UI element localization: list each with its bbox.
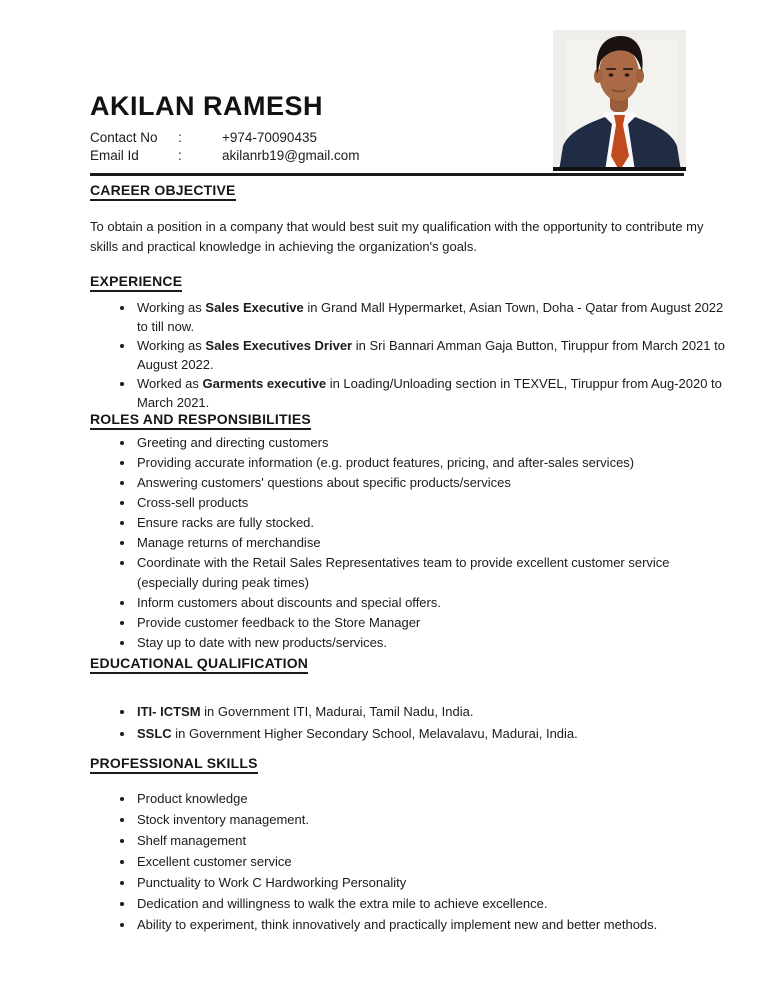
section-heading: CAREER OBJECTIVE [90,183,728,201]
section-heading: EDUCATIONAL QUALIFICATION [90,656,728,674]
header-divider [90,173,684,176]
experience-list [90,298,728,412]
list-item: • Coordinate with the Retail Sales Representatives team to provide excellent customer service (especially during peak times) [135,553,728,593]
list-item: • Stay up to date with new products/services. [135,633,728,653]
list-item: • SSLC in Government Higher Secondary School, Melavalavu, Madurai, India. [135,723,728,745]
list-item: • Excellent customer service [135,851,728,872]
list-item: • ITI- ICTSM in Government ITI, Madurai, Tamil Nadu, India. [135,701,728,723]
contact-label: Email Id [90,147,139,163]
list-item: • Dedication and willingness to walk the extra mile to achieve excellence. [135,893,728,914]
list-item: • Providing accurate information (e.g. product features, pricing, and after-sales services) [135,453,728,473]
list-item: • Inform customers about discounts and special offers. [135,593,728,613]
candidate-name: AKILAN RAMESH [90,91,323,121]
list-item: • Shelf management [135,830,728,851]
email-address: akilanrb19@gmail.com [222,147,360,163]
list-item: • Stock inventory management. [135,809,728,830]
section-education [90,656,728,744]
contact-label: Contact No [90,130,158,145]
roles-list [90,433,728,653]
section-roles-responsibilities [90,412,728,653]
skills-list [90,788,728,935]
contact-colon: : [178,130,182,145]
contact-colon: : [178,147,182,163]
list-item: • Punctuality to Work C Hardworking Personality [135,872,728,893]
section-heading: EXPERIENCE [90,274,728,292]
profile-photo [553,30,686,171]
section-professional-skills [90,756,728,935]
list-item: • Greeting and directing customers [135,433,728,453]
section-career-objective [90,183,728,256]
section-heading: ROLES AND RESPONSIBILITIES [90,412,728,430]
phone-number: +974-70090435 [222,130,317,145]
section-heading: PROFESSIONAL SKILLS [90,756,728,774]
list-item: • Answering customers' questions about specific products/services [135,473,728,493]
objective-text: To obtain a position in a company that would best suit my qualification with the opportunity to contribute my skills and practical knowledge in achieving the organization's goals. [90,219,704,254]
list-item: • Product knowledge [135,788,728,809]
list-item: • Ability to experiment, think innovatively and practically implement new and better methods. [135,914,728,935]
list-item: • Working as Sales Executives Driver in Sri Bannari Amman Gaja Button, Tiruppur from March 2021 to August 2022. [135,336,728,374]
list-item: • Provide customer feedback to the Store Manager [135,613,728,633]
list-item: • Cross-sell products [135,493,728,513]
list-item: • Ensure racks are fully stocked. [135,513,728,533]
list-item: • Worked as Garments executive in Loading/Unloading section in TEXVEL, Tiruppur from Aug-2020 to March 2021. [135,374,728,412]
section-experience [90,274,728,412]
list-item: • Manage returns of merchandise [135,533,728,553]
list-item: • Working as Sales Executive in Grand Mall Hypermarket, Asian Town, Doha - Qatar from August 2022 to till now. [135,298,728,336]
education-list [90,701,728,744]
